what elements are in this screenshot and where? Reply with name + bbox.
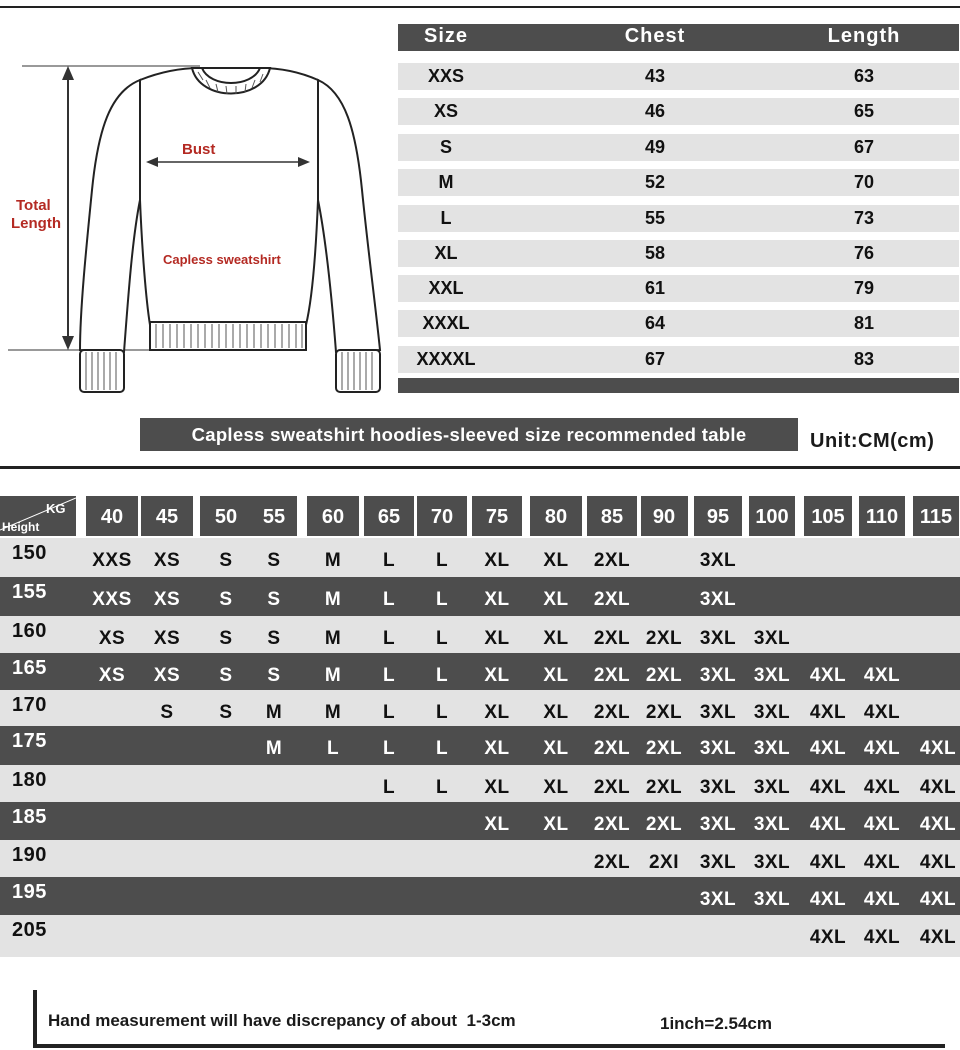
size-recommendation-cell: XS	[98, 628, 126, 649]
size-recommendation-cell: XL	[484, 702, 510, 723]
size-recommendation-cell: L	[382, 550, 396, 571]
size-recommendation-cell: L	[435, 665, 449, 686]
size-cell: XS	[433, 101, 459, 121]
height-row-205	[0, 915, 960, 957]
weight-header-105: 105	[804, 496, 852, 536]
size-recommendation-cell: 4XL	[919, 814, 957, 835]
size-recommendation-cell: 3XL	[699, 738, 737, 759]
height-label: 155	[12, 581, 47, 603]
weight-header-65: 65	[364, 496, 414, 536]
size-recommendation-cell: 4XL	[919, 852, 957, 873]
weight-header-90: 90	[641, 496, 688, 536]
chest-cell: 46	[644, 101, 666, 121]
height-label: 180	[12, 769, 47, 791]
chest-cell: 49	[644, 137, 666, 157]
size-table-row	[398, 134, 959, 161]
size-table-row	[398, 310, 959, 337]
size-cell: M	[438, 172, 454, 192]
length-cell: 76	[853, 243, 875, 263]
size-cell: XXXL	[422, 313, 470, 333]
size-recommendation-cell: XL	[484, 738, 510, 759]
size-recommendation-cell: 2XL	[593, 665, 631, 686]
weight-header-60: 60	[307, 496, 359, 536]
size-recommendation-cell: 2XL	[645, 665, 683, 686]
weight-header-70: 70	[417, 496, 467, 536]
corner-height-label: Height	[2, 520, 40, 534]
size-recommendation-cell: M	[324, 550, 342, 571]
size-table-row	[398, 63, 959, 90]
size-recommendation-cell: 4XL	[809, 852, 847, 873]
size-recommendation-cell: 4XL	[809, 777, 847, 798]
size-recommendation-cell: S	[160, 702, 174, 723]
grid-corner	[0, 496, 76, 536]
weight-header-55: 55	[252, 496, 297, 536]
length-cell: 67	[853, 137, 875, 157]
size-recommendation-cell: 4XL	[919, 889, 957, 910]
size-recommendation-cell: S	[267, 550, 281, 571]
size-recommendation-cell: 2XL	[593, 777, 631, 798]
size-recommendation-cell: M	[265, 702, 283, 723]
size-recommendation-cell: 3XL	[699, 777, 737, 798]
size-recommendation-cell: 2XL	[593, 702, 631, 723]
size-recommendation-cell: 2XL	[645, 777, 683, 798]
size-recommendation-cell: 3XL	[699, 814, 737, 835]
inch-conversion-note: 1inch=2.54cm	[660, 1014, 772, 1033]
right-cuff	[336, 350, 380, 392]
height-row-175	[0, 726, 960, 765]
size-recommendation-cell: 4XL	[809, 814, 847, 835]
size-recommendation-cell: 2XL	[593, 814, 631, 835]
height-label: 205	[12, 919, 47, 941]
size-recommendation-cell: 4XL	[809, 738, 847, 759]
size-recommendation-cell: XL	[543, 814, 569, 835]
weight-header-110: 110	[859, 496, 905, 536]
size-recommendation-cell: 2XL	[593, 852, 631, 873]
size-recommendation-cell: L	[435, 738, 449, 759]
size-recommendation-cell: XL	[484, 665, 510, 686]
size-recommendation-cell: 4XL	[809, 927, 847, 948]
size-table-row	[398, 275, 959, 302]
mid-rule	[0, 466, 960, 469]
length-cell: 63	[853, 66, 875, 86]
size-recommendation-cell: XL	[543, 665, 569, 686]
size-recommendation-cell: XXS	[92, 550, 132, 571]
height-label: 170	[12, 694, 47, 716]
size-recommendation-cell: L	[326, 738, 340, 759]
unit-label: Unit:CM(cm)	[810, 430, 935, 452]
size-recommendation-cell: L	[382, 777, 396, 798]
bust-label: Bust	[182, 141, 216, 158]
size-recommendation-cell: L	[382, 589, 396, 610]
size-recommendation-cell: S	[219, 550, 233, 571]
size-recommendation-cell: 3XL	[699, 628, 737, 649]
size-recommendation-cell: 3XL	[753, 852, 791, 873]
size-recommendation-cell: 3XL	[753, 665, 791, 686]
size-recommendation-cell: XS	[153, 628, 181, 649]
size-recommendation-cell: XL	[543, 702, 569, 723]
size-recommendation-cell: 3XL	[699, 852, 737, 873]
weight-header-80: 80	[530, 496, 582, 536]
size-recommendation-cell: XL	[543, 777, 569, 798]
size-recommendation-cell: 4XL	[809, 665, 847, 686]
size-recommendation-cell: 4XL	[919, 738, 957, 759]
size-recommendation-cell: XL	[484, 814, 510, 835]
chest-cell: 43	[644, 66, 666, 86]
size-recommendation-cell: 4XL	[919, 777, 957, 798]
height-row-170	[0, 690, 960, 726]
size-recommendation-cell: 2XL	[593, 628, 631, 649]
corner-kg-label: KG	[46, 501, 66, 516]
length-cell: 65	[853, 101, 875, 121]
chest-cell: 67	[644, 349, 666, 369]
left-sleeve	[80, 80, 140, 352]
size-recommendation-cell: 3XL	[753, 628, 791, 649]
chest-cell: 55	[644, 208, 666, 228]
weight-header-95: 95	[694, 496, 742, 536]
size-cell: XXXXL	[416, 349, 476, 369]
size-recommendation-cell: 2XI	[648, 852, 680, 873]
chest-cell: 58	[644, 243, 666, 263]
size-recommendation-cell: L	[382, 665, 396, 686]
height-label: 185	[12, 806, 47, 828]
size-recommendation-cell: 3XL	[699, 889, 737, 910]
height-row-165	[0, 653, 960, 690]
size-recommendation-cell: 3XL	[699, 589, 737, 610]
size-recommendation-cell: L	[435, 550, 449, 571]
size-recommendation-cell: L	[435, 777, 449, 798]
size-cell: XXL	[428, 278, 464, 298]
length-cell: 70	[853, 172, 875, 192]
size-recommendation-cell: 4XL	[863, 665, 901, 686]
footer-bracket-vertical	[33, 990, 37, 1048]
table-caption: Capless sweatshirt hoodies-sleeved size recommended table	[140, 418, 798, 451]
chest-cell: 52	[644, 172, 666, 192]
size-recommendation-cell: L	[435, 589, 449, 610]
size-recommendation-cell: XS	[153, 589, 181, 610]
discrepancy-note: Hand measurement will have discrepancy of about 1-3cm	[48, 1011, 516, 1030]
hem-band	[150, 322, 306, 350]
size-recommendation-cell: S	[267, 628, 281, 649]
length-arrow-top-head	[62, 66, 74, 80]
size-recommendation-cell: 3XL	[753, 889, 791, 910]
size-recommendation-cell: XL	[543, 628, 569, 649]
size-table-header	[398, 24, 959, 51]
size-cell: XL	[434, 243, 458, 263]
size-table-row	[398, 240, 959, 267]
size-recommendation-cell: XS	[98, 665, 126, 686]
size-recommendation-cell: L	[435, 628, 449, 649]
size-recommendation-cell: 4XL	[863, 852, 901, 873]
weight-header-100: 100	[749, 496, 795, 536]
weight-header-115: 115	[913, 496, 959, 536]
size-recommendation-cell: 4XL	[863, 927, 901, 948]
size-recommendation-cell: M	[324, 665, 342, 686]
weight-header-75: 75	[472, 496, 522, 536]
height-label: 195	[12, 881, 47, 903]
size-recommendation-cell: 4XL	[809, 702, 847, 723]
header-size: Size	[423, 25, 469, 47]
size-recommendation-cell: 3XL	[699, 702, 737, 723]
size-recommendation-cell: S	[267, 589, 281, 610]
size-recommendation-cell: M	[324, 702, 342, 723]
height-row-150	[0, 538, 960, 577]
weight-header-85: 85	[587, 496, 637, 536]
size-recommendation-cell: L	[382, 628, 396, 649]
cuff-ribbing	[86, 352, 372, 390]
size-recommendation-cell: L	[435, 702, 449, 723]
size-recommendation-cell: 2XL	[645, 628, 683, 649]
height-label: 150	[12, 542, 47, 564]
size-recommendation-cell: S	[219, 589, 233, 610]
length-cell: 79	[853, 278, 875, 298]
top-rule	[0, 6, 960, 8]
size-recommendation-cell: 4XL	[809, 889, 847, 910]
size-recommendation-cell: 2XL	[593, 738, 631, 759]
size-recommendation-cell: 2XL	[645, 738, 683, 759]
height-label: 190	[12, 844, 47, 866]
size-recommendation-cell: S	[219, 702, 233, 723]
size-cell: S	[439, 137, 453, 157]
size-recommendation-cell: L	[382, 702, 396, 723]
header-length: Length	[827, 25, 901, 47]
length-cell: 83	[853, 349, 875, 369]
size-recommendation-cell: XL	[484, 628, 510, 649]
header-chest: Chest	[624, 25, 686, 47]
size-recommendation-cell: 2XL	[645, 814, 683, 835]
height-row-180	[0, 765, 960, 802]
right-sleeve	[318, 80, 380, 352]
size-recommendation-cell: 3XL	[753, 738, 791, 759]
size-recommendation-cell: XL	[543, 589, 569, 610]
size-recommendation-cell: M	[324, 628, 342, 649]
total-length-label-line1: Total	[16, 197, 51, 214]
height-row-190	[0, 840, 960, 877]
size-recommendation-cell: XXS	[92, 589, 132, 610]
size-recommendation-cell: 2XL	[593, 589, 631, 610]
size-recommendation-cell: XS	[153, 550, 181, 571]
size-recommendation-cell: 4XL	[863, 777, 901, 798]
footer-bracket-horizontal	[33, 1044, 945, 1048]
size-table-row	[398, 169, 959, 196]
total-length-label-line2: Length	[11, 215, 61, 232]
height-row-185	[0, 802, 960, 840]
size-recommendation-cell: XL	[484, 589, 510, 610]
chest-cell: 64	[644, 313, 666, 333]
height-label: 160	[12, 620, 47, 642]
size-recommendation-cell: 4XL	[863, 889, 901, 910]
length-cell: 73	[853, 208, 875, 228]
left-cuff	[80, 350, 124, 392]
size-recommendation-cell: XL	[484, 550, 510, 571]
size-recommendation-cell: XL	[484, 777, 510, 798]
chest-cell: 61	[644, 278, 666, 298]
height-label: 175	[12, 730, 47, 752]
size-table-footer-bar	[398, 378, 959, 393]
size-recommendation-cell: 4XL	[863, 814, 901, 835]
size-recommendation-cell: L	[382, 738, 396, 759]
size-recommendation-cell: XL	[543, 738, 569, 759]
size-recommendation-cell: M	[265, 738, 283, 759]
size-recommendation-cell: M	[324, 589, 342, 610]
height-label: 165	[12, 657, 47, 679]
size-recommendation-cell: S	[219, 665, 233, 686]
size-recommendation-cell: 3XL	[699, 550, 737, 571]
height-row-195	[0, 877, 960, 915]
size-cell: XXS	[427, 66, 465, 86]
size-table-row	[398, 346, 959, 373]
weight-header-50: 50	[200, 496, 252, 536]
size-recommendation-cell: S	[219, 628, 233, 649]
size-table-row	[398, 98, 959, 125]
size-table-row	[398, 205, 959, 232]
sweatshirt-body	[140, 68, 318, 325]
weight-header-40: 40	[86, 496, 138, 536]
size-recommendation-cell: 4XL	[863, 702, 901, 723]
length-cell: 81	[853, 313, 875, 333]
height-row-160	[0, 616, 960, 653]
garment-label: Capless sweatshirt	[163, 252, 281, 267]
size-recommendation-cell: 4XL	[919, 927, 957, 948]
size-cell: L	[440, 208, 452, 228]
size-recommendation-cell: XS	[153, 665, 181, 686]
weight-header-45: 45	[141, 496, 193, 536]
size-recommendation-cell: 2XL	[645, 702, 683, 723]
length-arrow-bottom-head	[62, 336, 74, 350]
size-recommendation-cell: 3XL	[699, 665, 737, 686]
height-row-155	[0, 577, 960, 616]
size-recommendation-cell: 3XL	[753, 777, 791, 798]
size-recommendation-cell: XL	[543, 550, 569, 571]
size-recommendation-cell: 3XL	[753, 702, 791, 723]
size-recommendation-cell: 4XL	[863, 738, 901, 759]
size-recommendation-cell: 3XL	[753, 814, 791, 835]
size-recommendation-cell: 2XL	[593, 550, 631, 571]
size-recommendation-cell: S	[267, 665, 281, 686]
